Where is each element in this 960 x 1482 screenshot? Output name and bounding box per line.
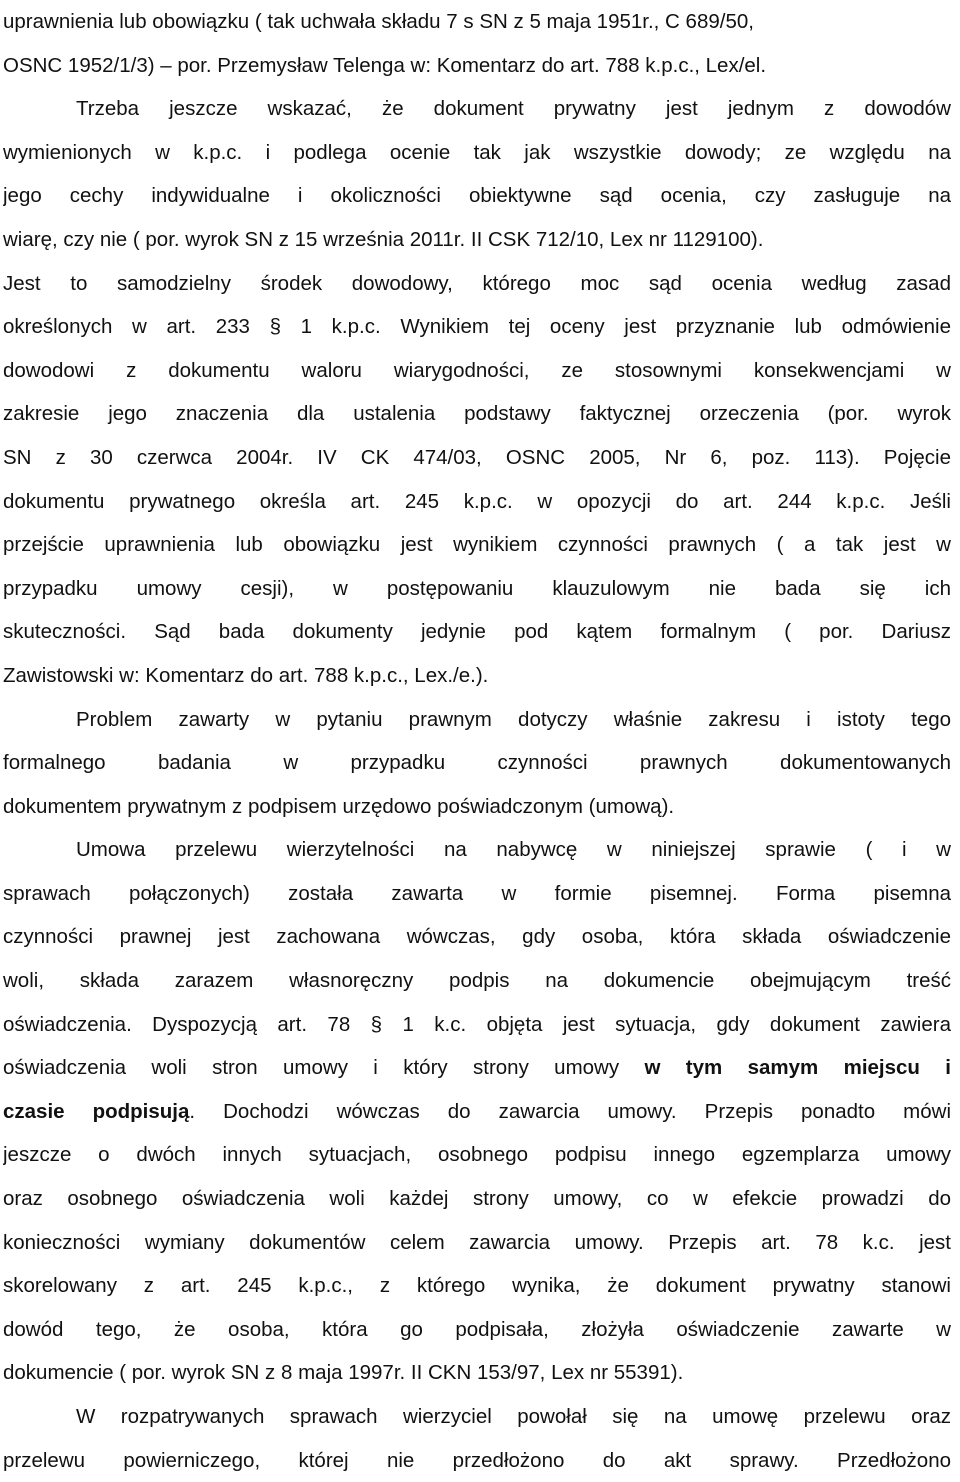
line-text: sprawach połączonych) została zawarta w formie pisemnej. Forma pisemna	[3, 881, 951, 905]
line-text: oświadczenia. Dyspozycją art. 78 § 1 k.c. objęta jest sytuacja, gdy dokument zawiera	[3, 1012, 951, 1036]
text-line	[3, 610, 951, 654]
text-line	[3, 1046, 951, 1090]
text-line	[3, 262, 951, 306]
line-text: wiarę, czy nie ( por. wyrok SN z 15 września 2011r. II CSK 712/10, Lex nr 1129100).	[3, 227, 764, 251]
text-line	[3, 44, 951, 88]
line-text: przypadku umowy cesji), w postępowaniu klauzulowym nie bada się ich	[3, 576, 951, 600]
text-line	[3, 1221, 951, 1265]
line-text: Jest to samodzielny środek dowodowy, którego moc sąd ocenia według zasad	[3, 271, 951, 295]
line-text: konieczności wymiany dokumentów celem zawarcia umowy. Przepis art. 78 k.c. jest	[3, 1230, 951, 1254]
line-text: dokumencie ( por. wyrok SN z 8 maja 1997r. II CKN 153/97, Lex nr 55391).	[3, 1361, 684, 1385]
line-text: przejście uprawnienia lub obowiązku jest wynikiem czynności prawnych ( a tak jest w	[3, 533, 951, 557]
text-line	[3, 218, 951, 262]
text-line	[3, 87, 951, 131]
text-line	[3, 131, 951, 175]
line-text-continued: . Dochodzi wówczas do zawarcia umowy. Przepis ponadto mówi	[189, 1099, 951, 1123]
line-text: określonych w art. 233 § 1 k.p.c. Wynikiem tej oceny jest przyznanie lub odmówienie	[3, 315, 951, 339]
text-line	[3, 828, 951, 872]
line-text: Zawistowski w: Komentarz do art. 788 k.p.c., Lex./e.).	[3, 663, 489, 687]
bold-text: w tym samym miejscu i	[644, 1056, 951, 1080]
text-line	[3, 436, 951, 480]
line-text: oraz osobnego oświadczenia woli każdej strony umowy, co w efekcie prowadzi do	[3, 1187, 951, 1211]
text-line	[3, 480, 951, 524]
bold-text: czasie podpisują	[3, 1099, 190, 1123]
text-line	[3, 305, 951, 349]
line-text: wymienionych w k.p.c. i podlega ocenie tak jak wszystkie dowody; ze względu na	[3, 140, 951, 164]
line-text: SN z 30 czerwca 2004r. IV CK 474/03, OSNC 2005, Nr 6, poz. 113). Pojęcie	[3, 445, 951, 469]
text-line	[3, 392, 951, 436]
line-text: uprawnienia lub obowiązku ( tak uchwała składu 7 s SN z 5 maja 1951r., C 689/50,	[3, 10, 754, 33]
line-text: skuteczności. Sąd bada dokumenty jedynie pod kątem formalnym ( por. Dariusz	[3, 620, 951, 644]
line-text: jeszcze o dwóch innych sytuacjach, osobnego podpisu innego egzemplarza umowy	[3, 1143, 951, 1167]
line-text: Trzeba jeszcze wskazać, że dokument prywatny jest jednym z dowodów	[76, 97, 951, 121]
line-text: dokumentem prywatnym z podpisem urzędowo poświadczonym (umową).	[3, 794, 675, 818]
text-line	[3, 915, 951, 959]
text-line	[3, 654, 951, 698]
line-text: przelewu powierniczego, której nie przedłożono do akt sprawy. Przedłożono	[3, 1448, 951, 1472]
line-text: dowód tego, że osoba, która go podpisała, złożyła oświadczenie zawarte w	[3, 1317, 951, 1341]
document-body	[3, 0, 951, 1482]
text-line	[3, 1439, 951, 1482]
text-line	[3, 698, 951, 742]
line-text: zakresie jego znaczenia dla ustalenia podstawy faktycznej orzeczenia (por. wyrok	[3, 402, 951, 426]
text-line	[3, 523, 951, 567]
text-line	[3, 0, 951, 44]
line-text: OSNC 1952/1/3) – por. Przemysław Telenga w: Komentarz do art. 788 k.p.c., Lex/el.	[3, 53, 767, 77]
text-line	[3, 1395, 951, 1439]
text-line	[3, 959, 951, 1003]
line-text: Problem zawarty w pytaniu prawnym dotyczy właśnie zakresu i istoty tego	[76, 707, 951, 731]
text-line	[3, 1177, 951, 1221]
line-text: dowodowi z dokumentu waloru wiarygodności, ze stosownymi konsekwencjami w	[3, 358, 951, 382]
text-line	[3, 1351, 951, 1395]
line-text: woli, składa zarazem własnoręczny podpis na dokumencie obejmującym treść	[3, 969, 951, 993]
line-text: jego cechy indywidualne i okoliczności obiektywne sąd ocenia, czy zasługuje na	[3, 184, 951, 208]
text-line	[3, 1090, 951, 1134]
line-text: skorelowany z art. 245 k.p.c., z którego wynika, że dokument prywatny stanowi	[3, 1274, 951, 1298]
text-line	[3, 872, 951, 916]
text-line	[3, 349, 951, 393]
line-text: W rozpatrywanych sprawach wierzyciel powołał się na umowę przelewu oraz	[76, 1405, 951, 1428]
line-text: czynności prawnej jest zachowana wówczas, gdy osoba, która składa oświadczenie	[3, 925, 951, 949]
text-line	[3, 1264, 951, 1308]
text-line	[3, 785, 951, 829]
line-text: formalnego badania w przypadku czynności prawnych dokumentowanych	[3, 751, 951, 775]
line-text: oświadczenia woli stron umowy i który strony umowy	[3, 1056, 645, 1080]
text-line	[3, 174, 951, 218]
text-line	[3, 741, 951, 785]
text-line	[3, 567, 951, 611]
line-text: Umowa przelewu wierzytelności na nabywcę w niniejszej sprawie ( i w	[76, 838, 951, 862]
line-text: dokumentu prywatnego określa art. 245 k.p.c. w opozycji do art. 244 k.p.c. Jeśli	[3, 489, 951, 513]
text-line	[3, 1133, 951, 1177]
text-line	[3, 1003, 951, 1047]
text-line	[3, 1308, 951, 1352]
